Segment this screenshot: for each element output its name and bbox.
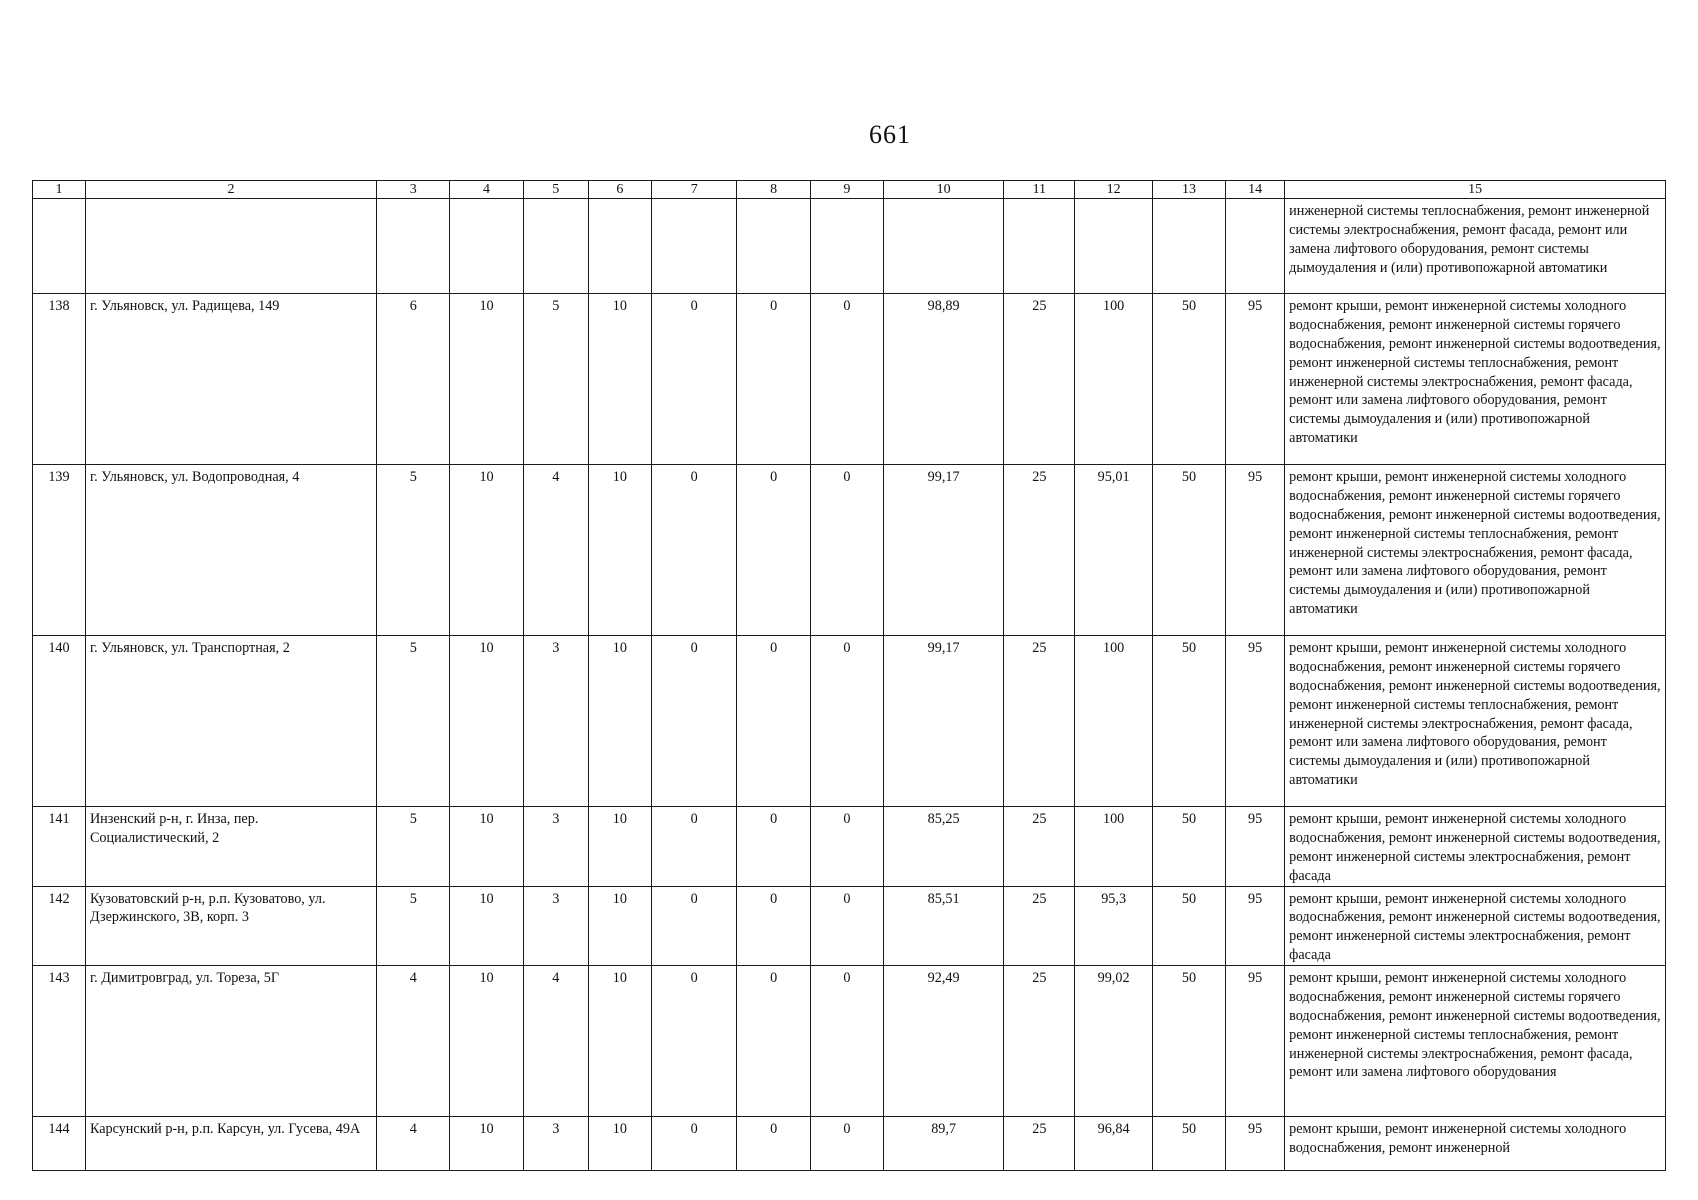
col9-cell: 0 (810, 886, 883, 966)
col10-cell: 99,17 (884, 636, 1004, 807)
col9-cell: 0 (810, 807, 883, 887)
column-header: 5 (523, 181, 588, 199)
col4-cell: 10 (450, 966, 523, 1117)
column-header: 15 (1285, 181, 1666, 199)
row-number: 141 (33, 807, 86, 887)
address-cell: г. Ульяновск, ул. Радищева, 149 (85, 294, 376, 465)
col4-cell: 10 (450, 465, 523, 636)
table-row (33, 886, 1666, 966)
address-cell: Карсунский р-н, р.п. Карсун, ул. Гусева, 49А (85, 1117, 376, 1171)
col7-cell: 0 (651, 1117, 737, 1171)
col13-cell: 50 (1152, 966, 1225, 1117)
col7-cell: 0 (651, 807, 737, 887)
col11-cell: 25 (1004, 465, 1075, 636)
col14-cell: 95 (1226, 294, 1285, 465)
col9-cell: 0 (810, 1117, 883, 1171)
table-row (33, 465, 1666, 636)
address-cell: г. Ульяновск, ул. Водопроводная, 4 (85, 465, 376, 636)
col10-cell: 92,49 (884, 966, 1004, 1117)
col10-cell: 89,7 (884, 1117, 1004, 1171)
col10-cell: 98,89 (884, 294, 1004, 465)
col6-cell: 10 (588, 1117, 651, 1171)
col5-cell: 3 (523, 807, 588, 887)
column-number-row (33, 181, 1666, 199)
column-header: 4 (450, 181, 523, 199)
col14-cell: 95 (1226, 1117, 1285, 1171)
col9-cell: 0 (810, 294, 883, 465)
col3-cell: 6 (377, 294, 450, 465)
col3-cell: 4 (377, 1117, 450, 1171)
col7-cell: 0 (651, 636, 737, 807)
table-row (33, 636, 1666, 807)
column-header: 6 (588, 181, 651, 199)
col12-cell: 100 (1075, 294, 1152, 465)
col9-cell: 0 (810, 465, 883, 636)
column-header: 11 (1004, 181, 1075, 199)
continuation-row (33, 199, 1666, 294)
col6-cell: 10 (588, 465, 651, 636)
works-cell: инженерной системы теплоснабжения, ремонт инженерной системы электроснабжения, ремонт фасада, ремонт или замена лифтового оборудования, ремонт системы дымоудаления и (или) противопожарной автоматики (1285, 199, 1666, 294)
col12-cell: 95,3 (1075, 886, 1152, 966)
col5-cell: 3 (523, 636, 588, 807)
table-row (33, 1117, 1666, 1171)
column-header: 1 (33, 181, 86, 199)
works-cell: ремонт крыши, ремонт инженерной системы холодного водоснабжения, ремонт инженерной системы горячего водоснабжения, ремонт инженерной системы водоотведения, ремонт инженерной системы теплоснабжения, ремонт инженерной системы электроснабжения, ремонт фасада, ремонт или замена лифтового оборудования, ремонт системы дымоудаления и (или) противопожарной автоматики (1285, 294, 1666, 465)
table-row (33, 807, 1666, 887)
col14-cell: 95 (1226, 966, 1285, 1117)
col9-cell: 0 (810, 966, 883, 1117)
col4-cell: 10 (450, 636, 523, 807)
col7-cell: 0 (651, 465, 737, 636)
col8-cell: 0 (737, 294, 810, 465)
col11-cell: 25 (1004, 636, 1075, 807)
col11-cell: 25 (1004, 886, 1075, 966)
col12-cell: 96,84 (1075, 1117, 1152, 1171)
col14-cell: 95 (1226, 636, 1285, 807)
col3-cell: 5 (377, 807, 450, 887)
works-cell: ремонт крыши, ремонт инженерной системы холодного водоснабжения, ремонт инженерной системы водоотведения, ремонт инженерной системы электроснабжения, ремонт фасада (1285, 807, 1666, 887)
col6-cell: 10 (588, 966, 651, 1117)
col5-cell: 4 (523, 966, 588, 1117)
column-header: 10 (884, 181, 1004, 199)
col10-cell: 85,25 (884, 807, 1004, 887)
address-cell: г. Димитровград, ул. Тореза, 5Г (85, 966, 376, 1117)
col11-cell: 25 (1004, 966, 1075, 1117)
col4-cell: 10 (450, 807, 523, 887)
col11-cell: 25 (1004, 1117, 1075, 1171)
col12-cell: 100 (1075, 636, 1152, 807)
col3-cell: 5 (377, 465, 450, 636)
page-number: 661 (869, 120, 911, 149)
col3-cell: 4 (377, 966, 450, 1117)
column-header: 7 (651, 181, 737, 199)
col10-cell: 99,17 (884, 465, 1004, 636)
col9-cell: 0 (810, 636, 883, 807)
col11-cell: 25 (1004, 294, 1075, 465)
col13-cell: 50 (1152, 636, 1225, 807)
col6-cell: 10 (588, 807, 651, 887)
col12-cell: 100 (1075, 807, 1152, 887)
col13-cell: 50 (1152, 886, 1225, 966)
col8-cell: 0 (737, 886, 810, 966)
column-header: 9 (810, 181, 883, 199)
col8-cell: 0 (737, 636, 810, 807)
row-number: 144 (33, 1117, 86, 1171)
works-cell: ремонт крыши, ремонт инженерной системы холодного водоснабжения, ремонт инженерной системы водоотведения, ремонт инженерной системы электроснабжения, ремонт фасада (1285, 886, 1666, 966)
col5-cell: 3 (523, 1117, 588, 1171)
col4-cell: 10 (450, 294, 523, 465)
col13-cell: 50 (1152, 465, 1225, 636)
col13-cell: 50 (1152, 807, 1225, 887)
column-header: 8 (737, 181, 810, 199)
col3-cell: 5 (377, 886, 450, 966)
works-cell: ремонт крыши, ремонт инженерной системы холодного водоснабжения, ремонт инженерной системы горячего водоснабжения, ремонт инженерной системы водоотведения, ремонт инженерной системы теплоснабжения, ремонт инженерной системы электроснабжения, ремонт фасада, ремонт или замена лифтового оборудования, ремонт системы дымоудаления и (или) противопожарной автоматики (1285, 636, 1666, 807)
col8-cell: 0 (737, 966, 810, 1117)
col12-cell: 95,01 (1075, 465, 1152, 636)
address-cell: Инзенский р-н, г. Инза, пер. Социалистический, 2 (85, 807, 376, 887)
col6-cell: 10 (588, 886, 651, 966)
col6-cell: 10 (588, 636, 651, 807)
col11-cell: 25 (1004, 807, 1075, 887)
col5-cell: 3 (523, 886, 588, 966)
column-header: 3 (377, 181, 450, 199)
works-cell: ремонт крыши, ремонт инженерной системы холодного водоснабжения, ремонт инженерной (1285, 1117, 1666, 1171)
col13-cell: 50 (1152, 294, 1225, 465)
col10-cell: 85,51 (884, 886, 1004, 966)
col7-cell: 0 (651, 966, 737, 1117)
works-cell: ремонт крыши, ремонт инженерной системы холодного водоснабжения, ремонт инженерной системы горячего водоснабжения, ремонт инженерной системы водоотведения, ремонт инженерной системы теплоснабжения, ремонт инженерной системы электроснабжения, ремонт фасада, ремонт или замена лифтового оборудования (1285, 966, 1666, 1117)
col6-cell: 10 (588, 294, 651, 465)
col7-cell: 0 (651, 294, 737, 465)
row-number: 140 (33, 636, 86, 807)
address-cell: г. Ульяновск, ул. Транспортная, 2 (85, 636, 376, 807)
address-cell: Кузоватовский р-н, р.п. Кузоватово, ул. Дзержинского, 3В, корп. 3 (85, 886, 376, 966)
col4-cell: 10 (450, 886, 523, 966)
col8-cell: 0 (737, 807, 810, 887)
col5-cell: 4 (523, 465, 588, 636)
column-header: 12 (1075, 181, 1152, 199)
col14-cell: 95 (1226, 807, 1285, 887)
column-header: 13 (1152, 181, 1225, 199)
col4-cell: 10 (450, 1117, 523, 1171)
col3-cell: 5 (377, 636, 450, 807)
col13-cell: 50 (1152, 1117, 1225, 1171)
row-number: 143 (33, 966, 86, 1117)
repair-program-table (32, 180, 1666, 1171)
col5-cell: 5 (523, 294, 588, 465)
col8-cell: 0 (737, 465, 810, 636)
table-row (33, 294, 1666, 465)
works-cell: ремонт крыши, ремонт инженерной системы холодного водоснабжения, ремонт инженерной системы горячего водоснабжения, ремонт инженерной системы водоотведения, ремонт инженерной системы теплоснабжения, ремонт инженерной системы электроснабжения, ремонт фасада, ремонт или замена лифтового оборудования, ремонт системы дымоудаления и (или) противопожарной автоматики (1285, 465, 1666, 636)
table-row (33, 966, 1666, 1117)
col8-cell: 0 (737, 1117, 810, 1171)
col7-cell: 0 (651, 886, 737, 966)
row-number: 142 (33, 886, 86, 966)
col12-cell: 99,02 (1075, 966, 1152, 1117)
column-header: 14 (1226, 181, 1285, 199)
column-header: 2 (85, 181, 376, 199)
col14-cell: 95 (1226, 886, 1285, 966)
col14-cell: 95 (1226, 465, 1285, 636)
row-number: 138 (33, 294, 86, 465)
row-number: 139 (33, 465, 86, 636)
